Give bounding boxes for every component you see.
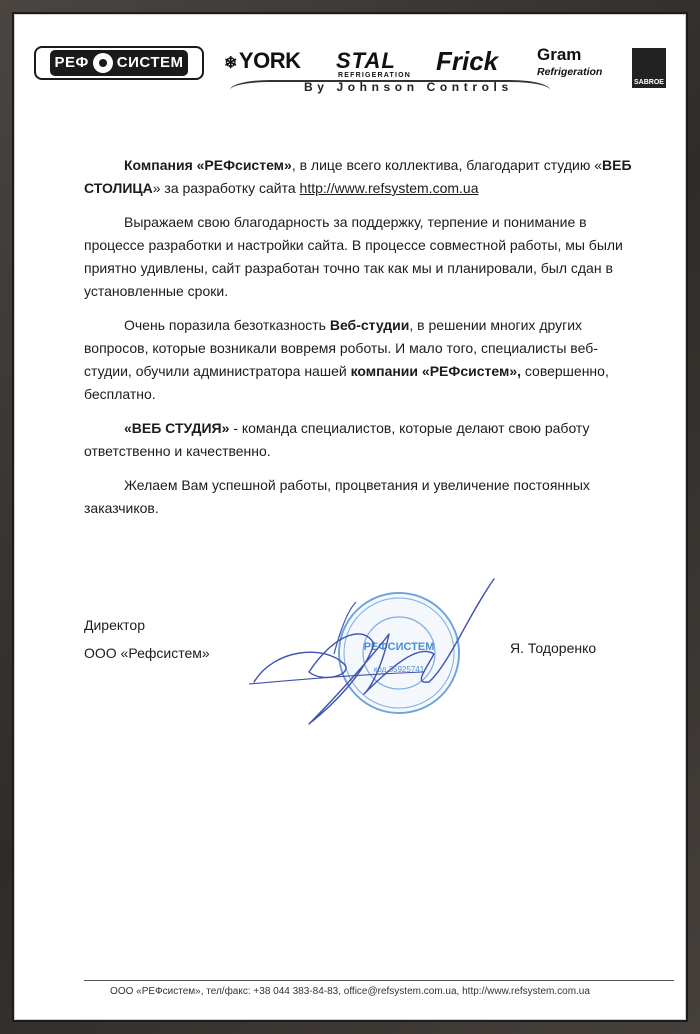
york-label: YORK <box>238 48 301 73</box>
p4-bold: «ВЕБ СТУДИЯ» <box>124 420 230 436</box>
signatory-name: Я. Тодоренко <box>510 640 597 656</box>
paragraph-2: Выражаем свою благодарность за поддержку, терпение и понимание в процессе разработки и настройки сайта. В процессе совместной работы, мы были приятно удивлены, сайт разработан точно так как мы и планировали, был сдан в установленные сроки. <box>84 214 623 299</box>
signatory-block <box>84 611 210 667</box>
sabroe-logo: SABROE <box>632 48 666 88</box>
footer-divider <box>84 980 674 981</box>
stal-sub-label: REFRIGERATION <box>338 72 412 79</box>
logo-bar <box>34 34 664 92</box>
letter-page <box>14 14 686 1020</box>
gram-logo: Gram <box>537 45 582 64</box>
refsystem-logo-right: СИСТЕМ <box>116 54 184 71</box>
company-name: Компания «РЕФсистем» <box>124 157 292 173</box>
refsystem-logo <box>34 46 204 80</box>
handwritten-signature <box>214 554 504 734</box>
letter-body <box>84 154 644 531</box>
paragraph-5: Желаем Вам успешной работы, процветания и увеличение постоянных заказчиков. <box>84 477 590 516</box>
frick-logo: Frick <box>436 46 499 76</box>
p3-text-1: Очень поразила безотказность <box>124 317 330 333</box>
stamp-center-text: РЕФСИСТЕМ <box>363 641 435 653</box>
snowflake-icon: ❄ <box>224 55 237 72</box>
studio-name: ВЕБ СТОЛИЦА <box>84 157 632 196</box>
stamp-code-text: код 35925741 <box>373 665 425 674</box>
paragraph-4 <box>84 417 644 463</box>
p1-text-1: , в лице всего коллектива, благодарит студию « <box>291 157 603 173</box>
paragraph-3 <box>84 314 644 406</box>
signatory-title: Директор <box>84 617 145 633</box>
p1-text-2: » за разработку сайта <box>152 180 300 196</box>
signatory-company: ООО «Рефсистем» <box>84 645 210 661</box>
stal-logo: STAL <box>336 48 396 73</box>
johnson-controls-label: By Johnson Controls <box>304 80 513 94</box>
p3-text-2: , в решении многих других вопросов, которые возникали вовремя роботы. И мало того, специалисты веб-студии, обучили администратора нашей <box>84 317 598 379</box>
gear-icon <box>93 53 113 73</box>
gram-sub-label: Refrigeration <box>537 66 603 78</box>
p4-text: - команда специалистов, которые делают свою работу ответственно и качественно. <box>84 420 590 459</box>
site-link[interactable]: http://www.refsystem.com.ua <box>299 180 479 196</box>
p3-text-3: совершенно, бесплатно. <box>84 363 609 402</box>
p3-bold-1: Веб-студии <box>329 317 410 333</box>
paragraph-1 <box>84 154 644 200</box>
refsystem-logo-left: РЕФ <box>54 54 89 71</box>
p3-bold-2: компании «РЕФсистем», <box>350 363 521 379</box>
footer-contacts: ООО «РЕФсистем», тел/факс: +38 044 383-84-83, office@refsystem.com.ua, http://www.refsystem.com.ua <box>110 986 590 997</box>
york-logo <box>224 48 300 74</box>
